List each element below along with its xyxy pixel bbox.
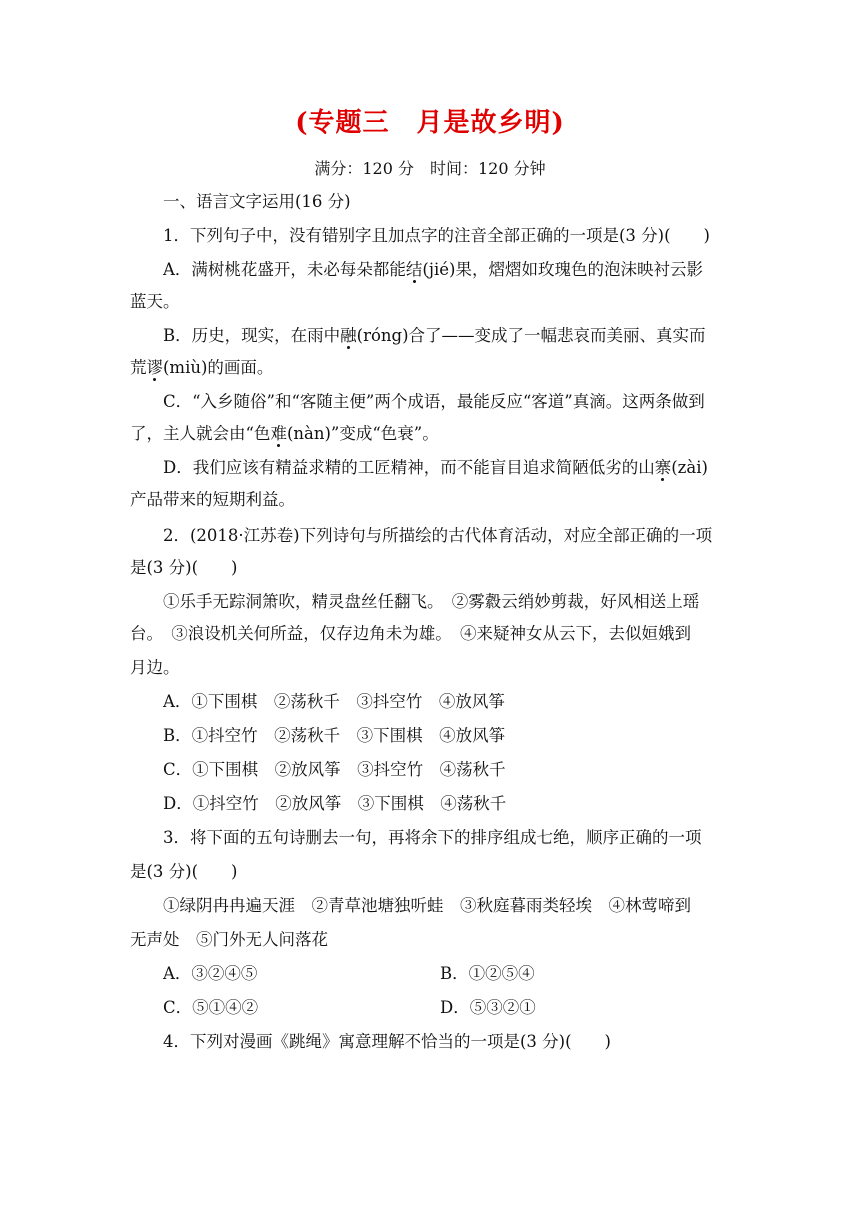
dotted-char: 难 (270, 424, 287, 443)
text: (róng)合了——变成了一幅悲哀而美丽、真实而 (356, 326, 706, 345)
q2-poem-line: 月边。 (130, 658, 180, 677)
q3-option-c: C．⑤①④② (163, 998, 259, 1017)
dotted-char: 融 (340, 326, 357, 345)
q2-option-c: C．①下围棋 ②放风筝 ③抖空竹 ④荡秋千 (163, 760, 506, 779)
q1-option-a-cont: 蓝天。 (130, 292, 180, 311)
text: (jié)果，熠熠如玫瑰色的泡沫映衬云影 (422, 260, 703, 279)
dotted-char: 寨 (654, 458, 672, 477)
q1-option-c-cont (130, 422, 439, 446)
q1-stem: 1．下列句子中，没有错别字且加点字的注音全部正确的一项是(3 分)( ) (163, 226, 710, 245)
section-heading: 一、语言文字运用(16 分) (163, 192, 351, 211)
q3-lines-cont: 无声处 ⑤门外无人问落花 (130, 930, 328, 949)
text: D．我们应该有精益求精的工匠精神，而不能盲目追求简陋低劣的山 (163, 458, 655, 477)
text: (nàn)”变成“色衰”。 (286, 424, 439, 443)
score-time-info: 满分：120 分 时间：120 分钟 (314, 159, 546, 178)
text: 荒 (130, 358, 147, 377)
q2-option-b: B．①抖空竹 ②荡秋千 ③下围棋 ④放风筝 (163, 726, 506, 745)
text: B．历史，现实，在雨中 (163, 326, 341, 345)
q2-stem: 2．(2018·江苏卷)下列诗句与所描绘的古代体育活动，对应全部正确的一项 (163, 526, 713, 545)
q3-option-a: A．③②④⑤ (163, 964, 258, 983)
q3-option-d: D．⑤③②① (440, 998, 536, 1017)
q3-lines: ①绿阴冉冉遍天涯 ②青草池塘独听蛙 ③秋庭暮雨类轻埃 ④林莺啼到 (163, 896, 691, 915)
q3-stem: 3．将下面的五句诗删去一句，再将余下的排序组成七绝，顺序正确的一项 (163, 828, 702, 847)
text: A．满树桃花盛开，未必每朵都能 (163, 260, 406, 279)
q1-option-a (163, 258, 703, 282)
page-title: (专题三 月是故乡明) (295, 108, 565, 138)
text: (zài) (671, 458, 708, 477)
q1-option-b (163, 324, 706, 348)
q1-option-b-cont (130, 356, 273, 380)
dotted-char: 结 (405, 260, 423, 279)
q1-option-c: C．“入乡随俗”和“客随主便”两个成语，最能反应“客道”真滴。这两条做到 (163, 392, 705, 411)
q2-poem-line: 台。 ③浪设机关何所益，仅存边角未为雄。 ④来疑神女从云下，去似姮娥到 (130, 624, 691, 643)
q2-option-d: D．①抖空竹 ②放风筝 ③下围棋 ④荡秋千 (163, 794, 507, 813)
q2-option-a: A．①下围棋 ②荡秋千 ③抖空竹 ④放风筝 (163, 692, 505, 711)
q1-option-d (163, 456, 708, 480)
q1-option-d-cont: 产品带来的短期利益。 (130, 490, 295, 509)
q3-stem-cont: 是(3 分)( ) (130, 862, 238, 881)
q4-stem: 4．下列对漫画《跳绳》寓意理解不恰当的一项是(3 分)( ) (163, 1032, 611, 1051)
q3-option-b: B．①②⑤④ (440, 964, 535, 983)
text: 了，主人就会由“色 (130, 424, 271, 443)
text: (miù)的画面。 (163, 358, 274, 377)
q2-poem-line: ①乐手无踪洞箫吹，精灵盘丝任翻飞。 ②雾縠云绡妙剪裁，好风相送上瑶 (163, 592, 700, 611)
dotted-char: 谬 (146, 358, 163, 377)
q2-stem-cont: 是(3 分)( ) (130, 558, 238, 577)
